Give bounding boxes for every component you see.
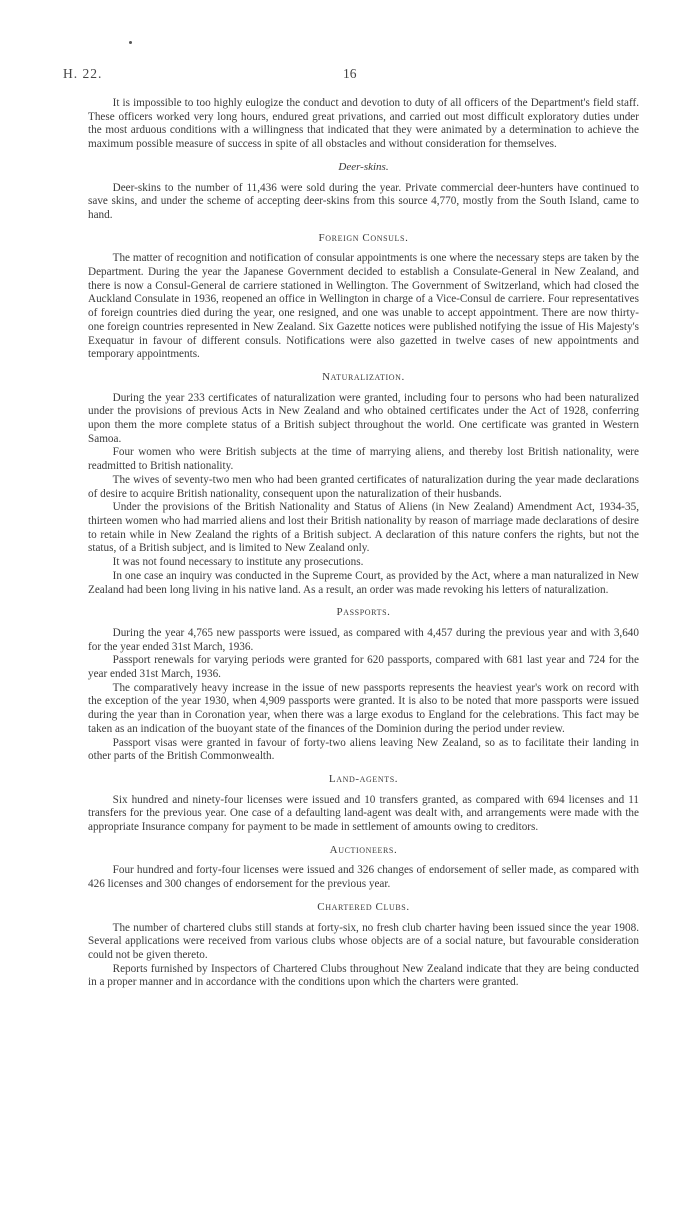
chartered-clubs-paragraph-2: Reports furnished by Inspectors of Chartered Clubs throughout New Zealand indicate that they are being conducted in a proper manner and in accordance with the conditions upon which the charters were granted. — [88, 962, 639, 989]
document-reference: H. 22. — [63, 66, 103, 81]
page-body — [88, 97, 639, 990]
page-header — [63, 66, 639, 84]
section-heading-passports: Passports. — [336, 606, 391, 619]
naturalization-paragraph-3: The wives of seventy-two men who had been granted certificates of naturalization during the year made declarations of desire to acquire British nationality, consequent upon the naturalization of their husbands. — [88, 473, 639, 500]
land-agents-paragraph: Six hundred and ninety-four licenses were issued and 10 transfers granted, as compared with 694 licenses and 11 transfers for the previous year. One case of a defaulting land-agent was dealt with, and arrangements were made with the appropriate Insurance company for payment to be made in settlement of amounts owing to creditors. — [88, 793, 639, 834]
naturalization-paragraph-2: Four women who were British subjects at the time of marrying aliens, and thereby lost British nationality, were readmitted to British nationality. — [88, 446, 639, 473]
passports-paragraph-3: The comparatively heavy increase in the issue of new passports represents the heaviest year's work on record with the exception of the year 1930, when 4,909 passports were granted. It is also to be noted that more passports were issued during the year than in Coronation year, when there was a large exodus to England for the celebrations. This fact may be taken as an indication of the buoyant state of the finances of the Dominion during the period under review. — [88, 681, 639, 735]
naturalization-paragraph-1: During the year 233 certificates of naturalization were granted, including four to persons who had been naturalized under the provisions of previous Acts in New Zealand and who obtained certificates under the Act of 1928, conferring upon them the more complete status of a British subject throughout the world. One certificate was granted in Western Samoa. — [88, 391, 639, 445]
scan-speck — [129, 41, 132, 44]
naturalization-paragraph-6: In one case an inquiry was conducted in the Supreme Court, as provided by the Act, where a man naturalized in New Zealand had been long living in his native land. As a result, an order was made revoking his letters of naturalization. — [88, 569, 639, 596]
naturalization-paragraph-4: Under the provisions of the British Nationality and Status of Aliens (in New Zealand) Amendment Act, 1934-35, thirteen women who had married aliens and lost their British nationality by reason of marriage made declarations of desire to retain while in New Zealand the rights of a British subject. A declaration of this nature confers the rights, but not the status, of a British subject, and is limited to New Zealand only. — [88, 501, 639, 555]
section-heading-land-agents: Land-agents. — [328, 772, 399, 785]
page-number: 16 — [343, 66, 357, 81]
foreign-consuls-paragraph: The matter of recognition and notification of consular appointments is one where the necessary steps are taken by the Department. During the year the Japanese Government decided to establish a Consulate-General in New Zealand, and there is now a Consul-General de carriere stationed in Wellington. The Government of Switzerland, which had closed the Auckland Consulate in 1936, reopened an office in Wellington in charge of a Vice-Consul de carriere. Four representatives of foreign countries died during the year, one resigned, and one was unable to accept appointment. There are now thirty-one foreign countries represented in New Zealand. Six Gazette notices were published notifying the issue of His Majesty's Exequatur in favour of different consuls. Notifications were also gazetted in twelve cases of new appointments and temporary appointments. — [88, 252, 639, 361]
section-heading-foreign-consuls: Foreign Consuls. — [318, 231, 409, 244]
deer-skins-paragraph: Deer-skins to the number of 11,436 were sold during the year. Private commercial deer-hunters have continued to save skins, and under the scheme of accepting deer-skins from this source 4,770, mostly from the South Island, came to hand. — [88, 181, 639, 221]
section-heading-auctioneers: Auctioneers. — [329, 843, 398, 856]
passports-paragraph-1: During the year 4,765 new passports were issued, as compared with 4,457 during the previous year and with 3,640 for the year ended 31st March, 1936. — [88, 626, 639, 653]
section-heading-deer-skins: Deer-skins. — [338, 160, 389, 173]
intro-paragraph: It is impossible to too highly eulogize the conduct and devotion to duty of all officers of the Department's field staff. These officers worked very long hours, endured great privations, and carried out most difficult exploratory duties under the most arduous conditions with a willingness that indicated that they were animated by a determination to achieve the maximum possible measure of success in spite of all obstacles and without consideration for themselves. — [88, 97, 639, 151]
naturalization-paragraph-5: It was not found necessary to institute any prosecutions. — [112, 556, 364, 569]
section-heading-chartered-clubs: Chartered Clubs. — [317, 900, 410, 913]
passports-paragraph-4: Passport visas were granted in favour of forty-two aliens leaving New Zealand, so as to facilitate their landing in other parts of the British Commonwealth. — [88, 736, 639, 763]
passports-paragraph-2: Passport renewals for varying periods were granted for 620 passports, compared with 681 last year and 724 for the year ended 31st March, 1936. — [88, 654, 639, 681]
auctioneers-paragraph: Four hundred and forty-four licenses were issued and 326 changes of endorsement of seller made, as compared with 426 licenses and 300 changes of endorsement for the previous year. — [88, 864, 639, 891]
chartered-clubs-paragraph-1: The number of chartered clubs still stands at forty-six, no fresh club charter having been issued since the year 1908. Several applications were received from various clubs whose objects are of a social nature, but favourable consideration could not be given thereto. — [88, 921, 639, 961]
section-heading-naturalization: Naturalization. — [322, 370, 405, 383]
